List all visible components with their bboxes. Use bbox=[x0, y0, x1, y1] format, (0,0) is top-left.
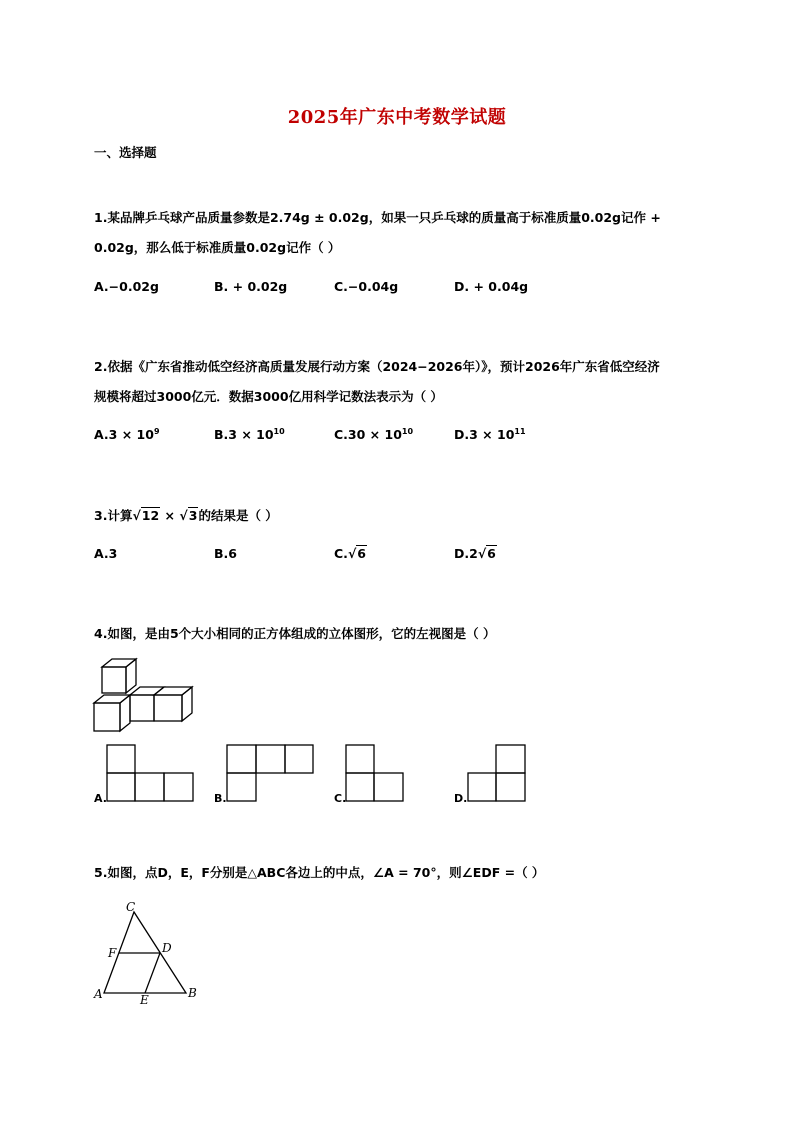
q2-option-b[interactable] bbox=[214, 427, 285, 442]
q3-option-d[interactable] bbox=[454, 546, 497, 561]
sqrt-6: √6 bbox=[347, 546, 366, 561]
view-square bbox=[256, 745, 285, 773]
q2-option-d-exp: 11 bbox=[514, 427, 526, 436]
q2-option-d-base: D.3 × 10 bbox=[454, 427, 515, 442]
view-square bbox=[346, 745, 374, 773]
q1-option-d[interactable]: D. + 0.04g bbox=[454, 279, 529, 294]
q3-times: × bbox=[160, 508, 180, 523]
q3-prefix: 3.计算 bbox=[94, 508, 133, 523]
q4-option-c-label[interactable]: C. bbox=[334, 792, 347, 805]
segment-de bbox=[145, 953, 160, 993]
q3-option-c-radicand: 6 bbox=[357, 546, 366, 561]
view-square bbox=[135, 773, 164, 801]
label-e: E bbox=[140, 993, 149, 1007]
q1-line1: 1.某品牌乒乓球产品质量参数是2.74g ± 0.02g，如果一只乒乓球的质量高于标准质量0.02g记作 + bbox=[94, 210, 661, 225]
left-cube-side-face bbox=[120, 695, 130, 731]
q2-option-b-base: B.3 × 10 bbox=[214, 427, 274, 442]
q3-radicand-2: 3 bbox=[188, 508, 198, 523]
q2-option-a[interactable] bbox=[94, 427, 160, 442]
label-f: F bbox=[108, 946, 117, 960]
q4-option-d-figure[interactable] bbox=[467, 744, 529, 802]
top-cube-front-face bbox=[102, 667, 126, 693]
q2-line2: 规模将超过3000亿元．数据3000亿用科学记数法表示为（ ） bbox=[94, 389, 443, 404]
q1-line2: 0.02g，那么低于标准质量0.02g记作（ ） bbox=[94, 240, 341, 255]
q4-option-a-label[interactable]: A. bbox=[94, 792, 107, 805]
view-square bbox=[374, 773, 403, 801]
q2-option-a-base: A.3 × 10 bbox=[94, 427, 154, 442]
section-heading: 一、选择题 bbox=[94, 145, 157, 160]
q1-option-a[interactable]: A.−0.02g bbox=[94, 279, 159, 294]
label-c: C bbox=[126, 900, 136, 914]
left-cube-front-face bbox=[94, 703, 120, 731]
q1-option-b[interactable]: B. + 0.02g bbox=[214, 279, 288, 294]
q2-option-c-exp: 10 bbox=[401, 427, 414, 436]
right-cube-front-face bbox=[154, 695, 182, 721]
sqrt-12: √12 bbox=[132, 508, 160, 523]
q3-radicand-1: 12 bbox=[141, 508, 160, 523]
q4-option-b-figure[interactable] bbox=[226, 744, 316, 802]
cube-stack-figure bbox=[92, 657, 202, 737]
label-b: B bbox=[188, 986, 197, 1000]
q3-option-a[interactable]: A.3 bbox=[94, 546, 118, 561]
view-square bbox=[346, 773, 374, 801]
view-square bbox=[496, 773, 525, 801]
triangle-figure bbox=[90, 900, 210, 1010]
q3-option-c-label: C. bbox=[334, 546, 348, 561]
q1-option-c[interactable]: C.−0.04g bbox=[334, 279, 399, 294]
view-square bbox=[468, 773, 496, 801]
q3-option-c[interactable] bbox=[334, 546, 367, 561]
q2-option-c-base: C.30 × 10 bbox=[334, 427, 402, 442]
view-square bbox=[285, 745, 313, 773]
q3-option-d-label: D.2 bbox=[454, 546, 478, 561]
q2-option-a-exp: 9 bbox=[153, 427, 160, 436]
q5-line1: 5.如图，点D，E，F分别是△ABC各边上的中点，∠A = 70°，则∠EDF =（ ） bbox=[94, 865, 545, 880]
q4-option-a-figure[interactable] bbox=[106, 744, 196, 802]
label-d: D bbox=[162, 941, 172, 955]
q4-option-b-label[interactable]: B. bbox=[214, 792, 227, 805]
view-square bbox=[107, 745, 135, 773]
q2-option-c[interactable] bbox=[334, 427, 413, 442]
view-square bbox=[227, 745, 256, 773]
right-cube-side-face bbox=[182, 687, 192, 721]
view-square bbox=[227, 773, 256, 801]
view-square bbox=[164, 773, 193, 801]
sqrt-6: √6 bbox=[477, 546, 496, 561]
q4-option-d-label[interactable]: D. bbox=[454, 792, 468, 805]
q4-option-c-figure[interactable] bbox=[345, 744, 407, 802]
q3-suffix: 的结果是（ ） bbox=[198, 508, 278, 523]
view-square bbox=[496, 745, 525, 773]
q3-option-b[interactable]: B.6 bbox=[214, 546, 237, 561]
q2-option-d[interactable] bbox=[454, 427, 526, 442]
top-cube-side-face bbox=[126, 659, 136, 693]
sqrt-3: √3 bbox=[179, 508, 198, 523]
q3-line1 bbox=[94, 506, 278, 524]
q2-line1: 2.依据《广东省推动低空经济高质量发展行动方案（2024−2026年）》，预计2026年广东省低空经济 bbox=[94, 359, 660, 374]
q4-line1: 4.如图，是由5个大小相同的正方体组成的立体图形，它的左视图是（ ） bbox=[94, 626, 496, 641]
page-title: 2025年广东中考数学试题 bbox=[287, 107, 507, 128]
label-a: A bbox=[94, 987, 103, 1001]
mid-cube-front-face bbox=[130, 695, 154, 721]
q3-option-d-radicand: 6 bbox=[487, 546, 496, 561]
q2-option-b-exp: 10 bbox=[273, 427, 285, 436]
view-square bbox=[107, 773, 135, 801]
